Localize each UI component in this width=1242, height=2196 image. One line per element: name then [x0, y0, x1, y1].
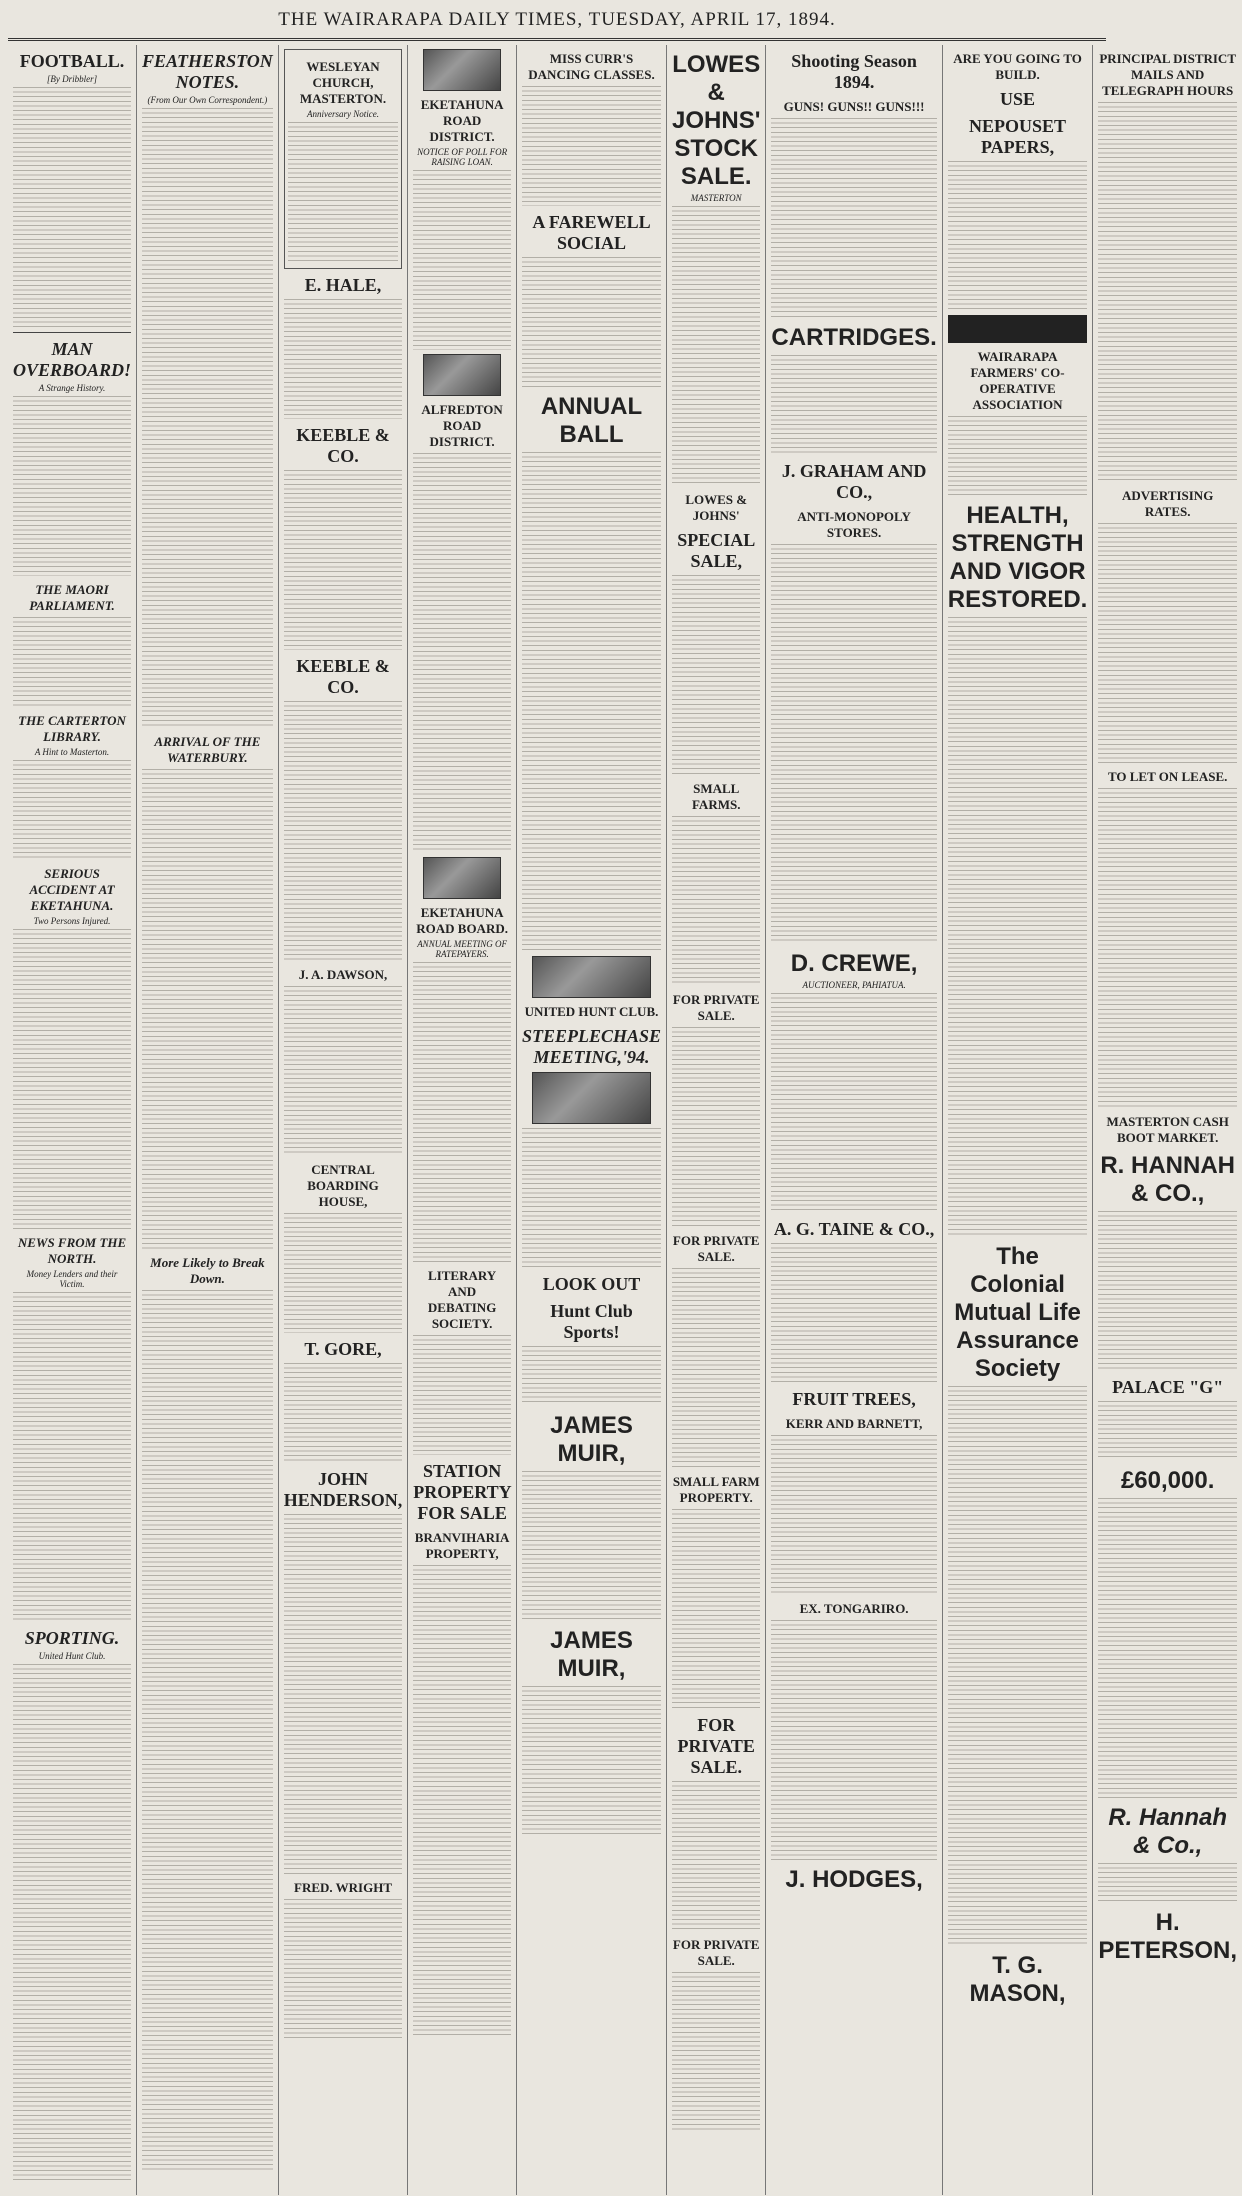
subheading: Two Persons Injured. [33, 916, 111, 926]
heading: EX. TONGARIRO. [799, 1601, 909, 1616]
heading: LOWES & JOHNS' STOCK SALE. [672, 51, 761, 190]
heading: GUNS! GUNS!! GUNS!!! [783, 99, 925, 114]
heading: J. A. DAWSON, [298, 967, 388, 982]
heading: H. PETERSON, [1098, 1909, 1238, 1964]
heading: MASTERTON CASH BOOT MARKET. [1106, 1114, 1229, 1145]
column-4 [408, 45, 517, 2195]
heading: J. HODGES, [785, 1866, 923, 1893]
advertisement [284, 49, 403, 269]
heading: FOR PRIVATE SALE. [672, 992, 760, 1023]
heading: FOR PRIVATE SALE. [672, 1937, 760, 1968]
subheading: (From Our Own Correspondent.) [147, 95, 268, 105]
masthead: THE WAIRARAPA DAILY TIMES, TUESDAY, APRIL 17, 1894. [8, 6, 1106, 41]
heading: A FAREWELL SOCIAL [532, 212, 651, 253]
heading: E. HALE, [304, 275, 382, 295]
heading: FRUIT TREES, [792, 1389, 916, 1409]
heading: SMALL FARM PROPERTY. [672, 1474, 760, 1505]
heading: PALACE "G" [1112, 1377, 1224, 1397]
heading: NEPOUSET PAPERS, [969, 116, 1067, 157]
subheading: [By Dribbler] [46, 74, 98, 84]
crest-image [423, 49, 501, 91]
heading: SERIOUS ACCIDENT AT EKETAHUNA. [29, 866, 115, 913]
column-8 [943, 45, 1094, 2195]
column-9 [1093, 45, 1242, 2195]
column-7 [766, 45, 942, 2195]
heading: STEEPLECHASE MEETING,'94. [521, 1026, 662, 1067]
heading: FEATHERSTON NOTES. [142, 51, 273, 92]
heading: A. G. TAINE & CO., [773, 1219, 935, 1239]
column-2 [137, 45, 279, 2195]
heading: PRINCIPAL DISTRICT MAILS AND TELEGRAPH HOURS [1099, 51, 1236, 98]
crest-image [423, 354, 501, 396]
heading: ALFREDTON ROAD DISTRICT. [421, 402, 503, 449]
heading: EKETAHUNA ROAD DISTRICT. [420, 97, 504, 144]
heading: £60,000. [1120, 1467, 1215, 1494]
subheading: A Hint to Masterton. [34, 747, 110, 757]
heading: J. GRAHAM AND CO., [781, 461, 927, 502]
subheading: NOTICE OF POLL FOR RAISING LOAN. [417, 147, 508, 167]
subheading: A Strange History. [38, 383, 106, 393]
subheading: United Hunt Club. [38, 1651, 106, 1661]
crest-image [423, 857, 501, 899]
heading: WESLEYAN CHURCH, MASTERTON. [299, 59, 387, 106]
subheading: Money Lenders and their Victim. [26, 1269, 118, 1289]
heading: FRED. WRIGHT [294, 1880, 392, 1895]
heading: ANTI-MONOPOLY STORES. [797, 509, 911, 540]
heading: MAN OVERBOARD! [13, 339, 132, 380]
heading: JOHN HENDERSON, [283, 1469, 403, 1510]
heading: ANNUAL BALL [540, 393, 643, 448]
heading: UNITED HUNT CLUB. [524, 1004, 659, 1019]
heading: R. Hannah & Co., [1108, 1804, 1228, 1859]
columns [8, 45, 1238, 2195]
column-1 [8, 45, 137, 2195]
heading: NEWS FROM THE NORTH. [17, 1235, 127, 1266]
heading: T. GORE, [304, 1339, 382, 1359]
heading: CENTRAL BOARDING HOUSE, [307, 1162, 379, 1209]
heading: CARTRIDGES. [771, 324, 937, 351]
heading: ADVERTISING RATES. [1122, 488, 1214, 519]
heading: ARE YOU GOING TO BUILD. [953, 51, 1082, 82]
heading: STATION PROPERTY FOR SALE [413, 1461, 512, 1523]
heading: Shooting Season 1894. [791, 51, 917, 92]
horse-race-image [532, 1072, 651, 1124]
heading: THE CARTERTON LIBRARY. [18, 713, 126, 744]
heading: USE [1000, 89, 1036, 109]
heading: FOR PRIVATE SALE. [672, 1233, 760, 1264]
heading: LOWES & JOHNS' [685, 492, 748, 523]
heading: LITERARY AND DEBATING SOCIETY. [427, 1268, 497, 1331]
heading: More Likely to Break Down. [150, 1255, 265, 1286]
heading: EKETAHUNA ROAD BOARD. [416, 905, 508, 936]
heading: KERR AND BARNETT, [785, 1416, 923, 1431]
heading: FOOTBALL. [19, 51, 125, 71]
crest-image [532, 956, 651, 998]
heading: ARRIVAL OF THE WATERBURY. [154, 734, 261, 765]
heading: SPECIAL SALE, [677, 530, 756, 571]
banner-image [948, 315, 1088, 343]
heading: JAMES MUIR, [550, 1412, 633, 1467]
subheading: ANNUAL MEETING OF RATEPAYERS. [417, 939, 508, 959]
heading: D. CREWE, [790, 950, 918, 977]
heading: T. G. MASON, [969, 1952, 1066, 2007]
heading: The Colonial Mutual Life Assurance Society [954, 1243, 1081, 1382]
heading: KEEBLE & CO. [296, 425, 390, 466]
subheading: MASTERTON [690, 193, 742, 203]
heading: LOOK OUT [542, 1274, 641, 1294]
subheading: Anniversary Notice. [307, 109, 379, 119]
column-6 [667, 45, 766, 2195]
heading: MISS CURR'S DANCING CLASSES. [528, 51, 655, 82]
heading: TO LET ON LEASE. [1107, 769, 1228, 784]
heading: BRANVIHARIA PROPERTY, [414, 1530, 510, 1561]
heading: SPORTING. [24, 1628, 120, 1648]
column-3 [279, 45, 409, 2195]
heading: R. HANNAH & CO., [1100, 1152, 1235, 1207]
heading: WAIRARAPA FARMERS' CO-OPERATIVE ASSOCIATION [970, 349, 1065, 412]
heading: FOR PRIVATE SALE. [677, 1715, 755, 1777]
heading: SMALL FARMS. [691, 781, 741, 812]
subheading: AUCTIONEER, PAHIATUA. [802, 980, 906, 990]
heading: Hunt Club Sports! [550, 1301, 633, 1342]
heading: KEEBLE & CO. [296, 656, 390, 697]
heading: HEALTH, STRENGTH AND VIGOR RESTORED. [947, 502, 1088, 613]
column-5 [517, 45, 667, 2195]
heading: JAMES MUIR, [550, 1627, 633, 1682]
heading: THE MAORI PARLIAMENT. [29, 582, 115, 613]
